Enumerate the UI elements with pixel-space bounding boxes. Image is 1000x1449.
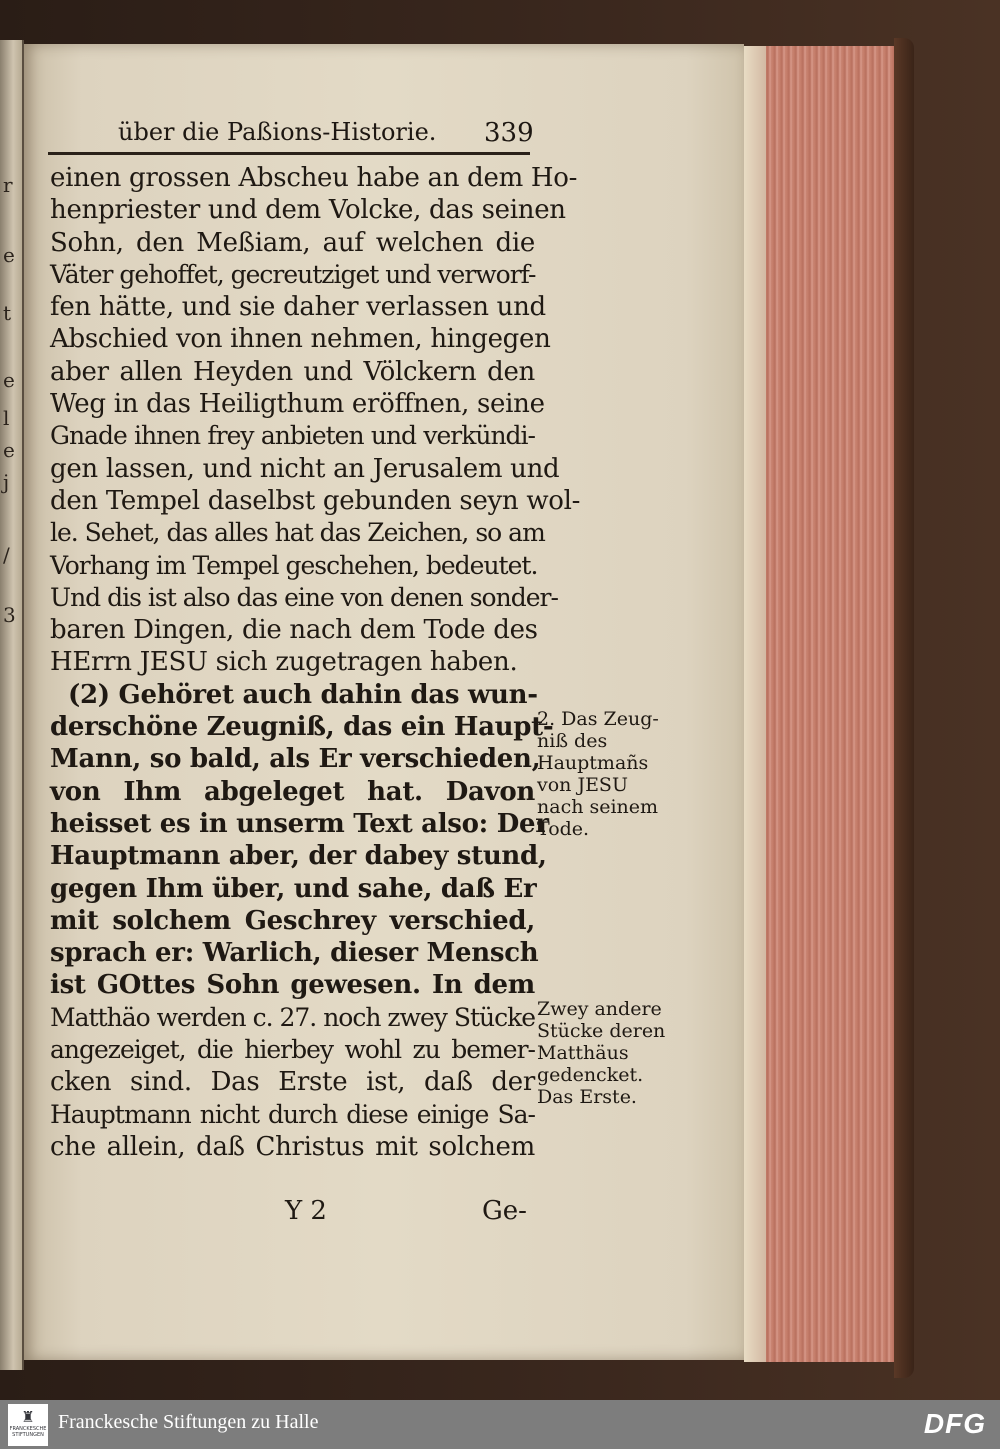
text-line: le. Sehet, das alles hat das Zeichen, so am <box>50 518 545 548</box>
running-head: über die Paßions-Historie. <box>118 118 437 146</box>
text-line: mit solchem Geschrey verschied, <box>50 905 535 936</box>
text-line: gegen Ihm über, und sahe, daß Er <box>50 873 537 904</box>
previous-page-fragment: e <box>3 438 15 462</box>
page-number: 339 <box>484 118 534 148</box>
text-line: den Tempel daselbst gebunden seyn wol- <box>50 485 581 516</box>
text-line: henpriester und dem Volcke, das seinen <box>50 195 566 226</box>
text-line: gen lassen, und nicht an Jerusalem und <box>50 453 560 484</box>
text-line: Und dis ist also das eine von denen sonder- <box>50 582 558 612</box>
building-icon: ♜ <box>21 1408 35 1426</box>
marginal-note-line: Zwey andere <box>537 998 662 1020</box>
text-line: baren Dingen, die nach dem Tode des <box>50 615 538 646</box>
dfg-logo[interactable]: DFG <box>923 1408 986 1439</box>
text-line: Mann, so bald, als Er verschieden, <box>50 744 541 775</box>
page-edges <box>744 46 894 1362</box>
footer-bar <box>0 1400 1000 1449</box>
institution-name: Franckesche Stiftungen zu Halle <box>58 1411 319 1433</box>
text-line: che allein, daß Christus mit solchem <box>50 1131 535 1162</box>
catchword: Ge- <box>482 1196 527 1226</box>
signature-mark: Y 2 <box>285 1196 327 1226</box>
previous-page-fragment: j <box>3 470 10 494</box>
marginal-note-line: Das Erste. <box>537 1086 637 1108</box>
text-line: Hauptmann aber, der dabey stund, <box>50 841 547 872</box>
previous-page-fragment: / <box>3 543 10 567</box>
institution-logo[interactable] <box>8 1404 48 1446</box>
text-line: Abschied von ihnen nehmen, hingegen <box>50 324 551 355</box>
text-line: Vorhang im Tempel geschehen, bedeutet. <box>50 550 538 580</box>
marginal-note <box>537 708 677 840</box>
text-line: (2) Gehöret auch dahin das wun- <box>68 679 538 710</box>
marginal-note-line: Hauptmañs <box>537 752 649 774</box>
text-line: ist GOttes Sohn gewesen. In dem <box>50 970 535 1001</box>
text-line: derschöne Zeugniß, das ein Haupt- <box>50 712 554 743</box>
previous-page-edge <box>0 40 24 1370</box>
marginal-note-line: Stücke deren <box>537 1020 666 1042</box>
text-line: einen grossen Abscheu habe an dem Ho- <box>50 163 578 193</box>
marginal-note-line: 2. Das Zeug- <box>537 708 659 730</box>
text-line: aber allen Heyden und Völckern den <box>50 356 535 387</box>
header-rule <box>48 152 530 155</box>
text-line: Sohn, den Meßiam, auf welchen die <box>50 227 535 258</box>
marginal-note-line: von JESU <box>537 774 628 796</box>
text-line: sprach er: Warlich, dieser Mensch <box>50 938 539 969</box>
logo-text: FRANCKESCHE STIFTUNGEN <box>9 1426 47 1438</box>
text-line: HErrn JESU sich zugetragen haben. <box>50 647 518 678</box>
text-line: angezeiget, die hierbey wohl zu bemer- <box>50 1035 535 1065</box>
previous-page-fragment: e <box>3 243 15 267</box>
previous-page-fragment: 3 <box>3 603 16 627</box>
text-line: heisset es in unserm Text also: Der <box>50 808 549 839</box>
previous-page-fragment: l <box>3 406 10 430</box>
marginal-note <box>537 998 677 1108</box>
marginal-note-line: nach seinem <box>537 796 659 818</box>
book-cover-edge <box>894 38 914 1378</box>
text-line: von Ihm abgeleget hat. Davon <box>50 776 535 807</box>
previous-page-fragment: r <box>3 173 13 197</box>
text-line: fen hätte, und sie daher verlassen und <box>50 292 546 323</box>
marginal-note-line: Matthäus <box>537 1042 629 1064</box>
text-line: cken sind. Das Erste ist, daß der <box>50 1067 535 1098</box>
previous-page-fragment: t <box>3 301 12 325</box>
previous-page-fragment: e <box>3 368 15 392</box>
text-line: Hauptmann nicht durch diese einige Sa- <box>50 1099 535 1129</box>
page-edge-highlight <box>744 46 766 1362</box>
text-line: Väter gehoffet, gecreutziget und verworf- <box>50 259 536 289</box>
text-line: Matthäo werden c. 27. noch zwey Stücke <box>50 1002 536 1032</box>
marginal-note-line: niß des <box>537 730 608 752</box>
marginal-note-line: Tode. <box>537 818 590 840</box>
marginal-note-line: gedencket. <box>537 1064 644 1086</box>
text-line: Weg in das Heiligthum eröffnen, seine <box>50 389 545 420</box>
text-line: Gnade ihnen frey anbieten und verkündi- <box>50 421 535 451</box>
